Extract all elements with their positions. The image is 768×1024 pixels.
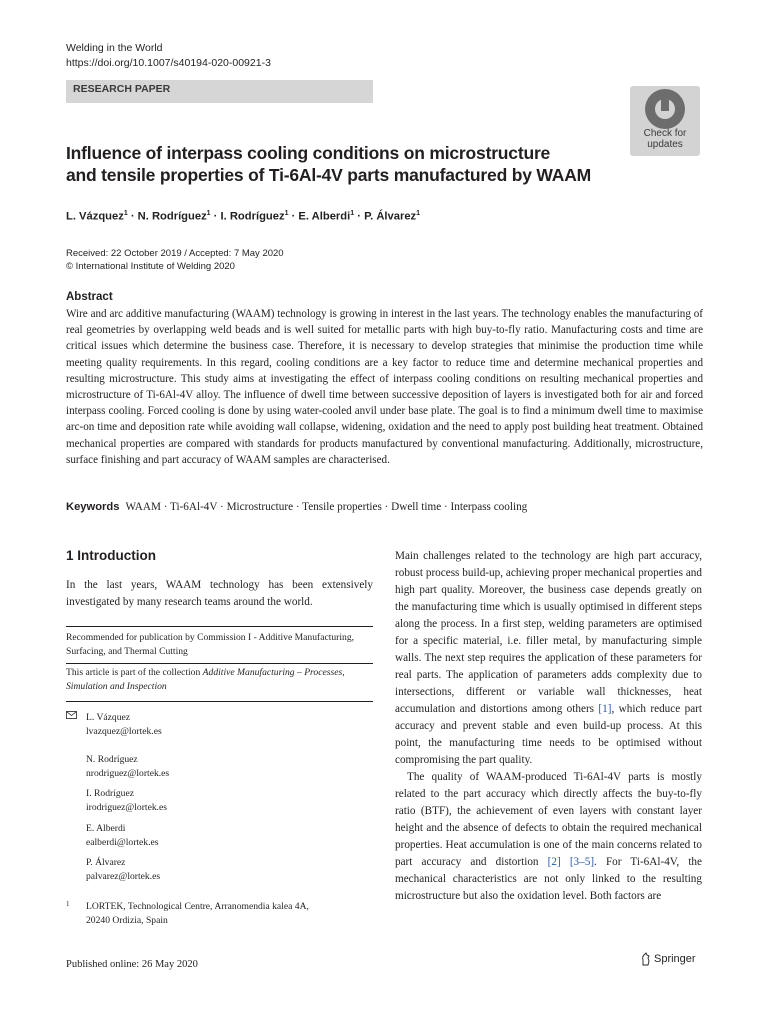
affiliation: LORTEK, Technological Centre, Arranomendia kalea 4A, 20240 Ordizia, Spain — [86, 901, 309, 926]
keywords-label: Keywords — [66, 501, 120, 513]
title-line-1: Influence of interpass cooling conditions on microstructure — [66, 143, 551, 163]
contact-email[interactable]: nrodriguez@lortek.es — [86, 768, 170, 779]
paper-title — [66, 142, 626, 186]
author-name[interactable]: E. Alberdi — [298, 210, 351, 223]
springer-horse-icon — [640, 952, 652, 966]
envelope-icon — [66, 711, 77, 719]
contact-email[interactable]: lvazquez@lortek.es — [86, 726, 162, 737]
section-heading-introduction: 1 Introduction — [66, 548, 156, 563]
publisher-logo-text: Springer — [654, 953, 696, 965]
author-name[interactable]: P. Álvarez — [364, 210, 417, 223]
contact-name: P. Álvarez — [86, 857, 126, 868]
contact-entry — [86, 753, 336, 781]
affiliation-number: 1 — [66, 900, 70, 908]
citation-link[interactable]: [2] — [547, 856, 561, 868]
article-type-label: RESEARCH PAPER — [73, 83, 171, 95]
published-online-date: Published online: 26 May 2020 — [66, 959, 198, 970]
abstract-heading: Abstract — [66, 291, 113, 303]
collection-title[interactable]: Additive Manufacturing – Processes, Simulation and Inspection — [66, 667, 345, 692]
author-name[interactable]: I. Rodríguez — [220, 210, 285, 223]
contact-entry — [86, 711, 336, 739]
keywords-list: WAAM · Ti-6Al-4V · Microstructure · Tensile properties · Dwell time · Interpass cooling — [125, 501, 528, 513]
publication-history — [66, 247, 284, 273]
author-name[interactable]: N. Rodríguez — [137, 210, 207, 223]
abstract-text: Wire and arc additive manufacturing (WAAM) technology is growing in interest in the last years. The technology enables the manufacturing of real geometries by overlapping weld beads and is well suited for metallic parts with high buy-to-fly ratio. Manufacturing costs and time are critical issues which determine the business case. Therefore, it is necessary to develop strategies that minimise the production time while meeting quality requirements. In this regard, cooling conditions are a key factor to reduce time and determine mechanical properties and resulting microstructure. This study aims at investigating the effect of interpass cooling conditions on resulting mechanical properties and microstructure of Ti-6Al-4V alloy. The influence of dwell time between successive deposition of layers is investigated both for air and forced interpass cooling. Forced cooling is done by using water-cooled anvil under base plate. The goal is to find a minimum dwell time to maximise arc-on time and deposition rate while avoiding wall collapse, widening, oxidation and the need to apply post building heat treatment. Obtained mechanical properties are compared with standards for products manufactured by conventional manufacturing. Additionally, microstructure, surface finishing and part accuracy of WAAM samples are characterised. — [66, 308, 703, 466]
body-paragraph: The quality of WAAM-produced Ti-6Al-4V parts is mostly related to the part accuracy which directly affects the buy-to-fly ratio (BTF), the achievement of even layers with constant layer height and the absence of defects to obtain the required mechanical properties. Heat accumulation is one of the main concerns related to part accuracy and distortion [2] [3–5]. For Ti-6Al-4V, the mechanical characteristics are not only linked to the resulting microstructure but also the oxidation level. Both factors are — [395, 771, 702, 902]
recommendation-note: Recommended for publication by Commission I - Additive Manufacturing, Surfacing, and Thermal Cutting — [66, 632, 355, 657]
contact-name: L. Vázquez — [86, 712, 131, 723]
check-updates-label: Check for updates — [643, 128, 687, 150]
contact-entry — [86, 856, 336, 884]
contact-email[interactable]: palvarez@lortek.es — [86, 871, 161, 882]
author-list: L. Vázquez$^1$ · N. Rodríguez$^1$ · I. Rodríguez$^1$ · E. Alberdi$^1$ · P. Álvarez$^1$ — [66, 210, 421, 223]
footnote-divider — [66, 663, 373, 664]
intro-paragraph: In the last years, WAAM technology has been extensively investigated by many research teams around the world. — [66, 579, 373, 608]
author-name[interactable]: L. Vázquez — [66, 210, 124, 223]
contact-entry — [86, 787, 336, 815]
title-line-2: and tensile properties of Ti-6Al-4V parts manufactured by WAAM — [66, 165, 592, 185]
keywords — [66, 500, 703, 515]
contact-name: E. Alberdi — [86, 823, 126, 834]
contact-email[interactable]: ealberdi@lortek.es — [86, 837, 159, 848]
contact-email[interactable]: irodriguez@lortek.es — [86, 802, 168, 813]
contact-name: N. Rodríguez — [86, 754, 138, 765]
contact-entry — [86, 822, 336, 850]
collection-note: This article is part of the collection Additive Manufacturing – Processes, Simulation and Inspection — [66, 667, 345, 692]
doi-link[interactable]: https://doi.org/10.1007/s40194-020-00921-3 — [66, 57, 271, 69]
journal-header — [66, 41, 271, 71]
citation-link[interactable]: [1] — [598, 703, 612, 715]
body-paragraph: Main challenges related to the technology are high part accuracy, robust process build-up, achieving proper mechanical properties and high part quality. Moreover, the business case depends greatly on the manufacturing time which is usually optimised in different steps along the process. In a first step, welding parameters are optimised for a specific material, i.e. filler metal, by manufacturing simple walls. The next step requires the application of these parameters for real parts. The application of parameters adds complexity due to intersections, different or variable wall thicknesses, heat accumulation and distortions among others [1], which reduce part accuracy and prevent stable and even build-up process. At this point, the manufacturing time needs to be optimised without compromising the part quality. — [395, 550, 702, 766]
copyright-line: © International Institute of Welding 2020 — [66, 261, 235, 272]
body-right-column — [395, 548, 702, 905]
footnote-divider — [66, 701, 373, 702]
contact-name: I. Rodríguez — [86, 788, 134, 799]
citation-link[interactable]: [3–5] — [569, 856, 595, 868]
received-accepted-dates: Received: 22 October 2019 / Accepted: 7 May 2020 — [66, 248, 284, 259]
check-updates-icon-bookmark — [661, 95, 669, 111]
journal-name: Welding in the World — [66, 42, 163, 54]
footnote-divider — [66, 626, 373, 627]
